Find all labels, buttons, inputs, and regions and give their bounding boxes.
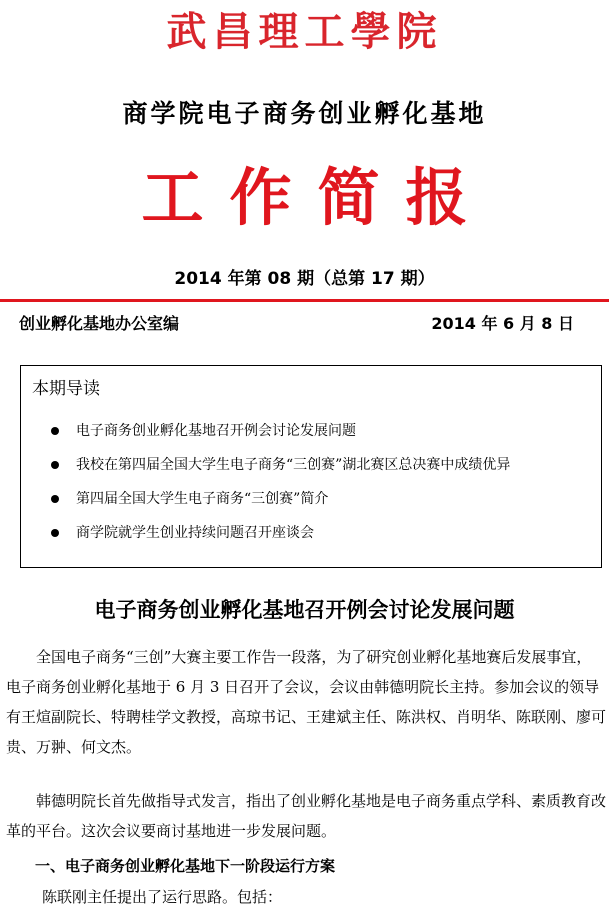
- section-heading-1: 一、电子商务创业孵化基地下一阶段运行方案: [35, 857, 336, 875]
- contents-item: [21, 520, 601, 554]
- contents-box: [20, 365, 602, 568]
- organization-subtitle: 商学院电子商务创业孵化基地: [122, 99, 487, 128]
- contents-list: [21, 418, 601, 554]
- article-paragraph-3: 陈联刚主任提出了运行思路。包括：: [42, 888, 283, 906]
- bullet-icon: [51, 461, 59, 469]
- article-paragraph-1: 全国电子商务“三创”大赛主要工作告一段落，为了研究创业孵化基地赛后发展事宜，电子商务创业孵化基地于 6 月 3 日召开了会议，会议由韩德明院长主持。参加会议的领导有王煊副院长、特聘桂学文教授，高琼书记、王建斌主任、陈洪权、肖明华、陈联刚、廖可贵、万翀、何文杰。: [6, 648, 607, 756]
- contents-item: [21, 418, 601, 452]
- issue-number: 2014 年第 08 期（总第 17 期）: [174, 269, 435, 289]
- red-divider: [0, 299, 609, 302]
- article-heading: 电子商务创业孵化基地召开例会讨论发展问题: [94, 598, 515, 622]
- bullet-icon: [51, 529, 59, 537]
- contents-item: [21, 452, 601, 486]
- bullet-icon: [51, 427, 59, 435]
- contents-item: [21, 486, 601, 520]
- university-logo-text: 武昌理工學院: [166, 8, 443, 55]
- publish-date: 2014 年 6 月 8 日: [431, 314, 574, 333]
- editor-line: 创业孵化基地办公室编: [19, 314, 180, 333]
- contents-item-text: 第四届全国大学生电子商务“三创赛”简介: [76, 491, 329, 507]
- bulletin-title: 工作简报: [141, 161, 494, 234]
- contents-item-text: 我校在第四届全国大学生电子商务“三创赛”湖北赛区总决赛中成绩优异: [76, 457, 511, 473]
- article-paragraph-2: 韩德明院长首先做指导式发言，指出了创业孵化基地是电子商务重点学科、素质教育改革的平台。这次会议要商讨基地进一步发展问题。: [6, 792, 607, 840]
- contents-item-text: 电子商务创业孵化基地召开例会讨论发展问题: [76, 423, 356, 439]
- contents-item-text: 商学院就学生创业持续问题召开座谈会: [76, 525, 314, 541]
- contents-title: 本期导读: [32, 379, 100, 399]
- bullet-icon: [51, 495, 59, 503]
